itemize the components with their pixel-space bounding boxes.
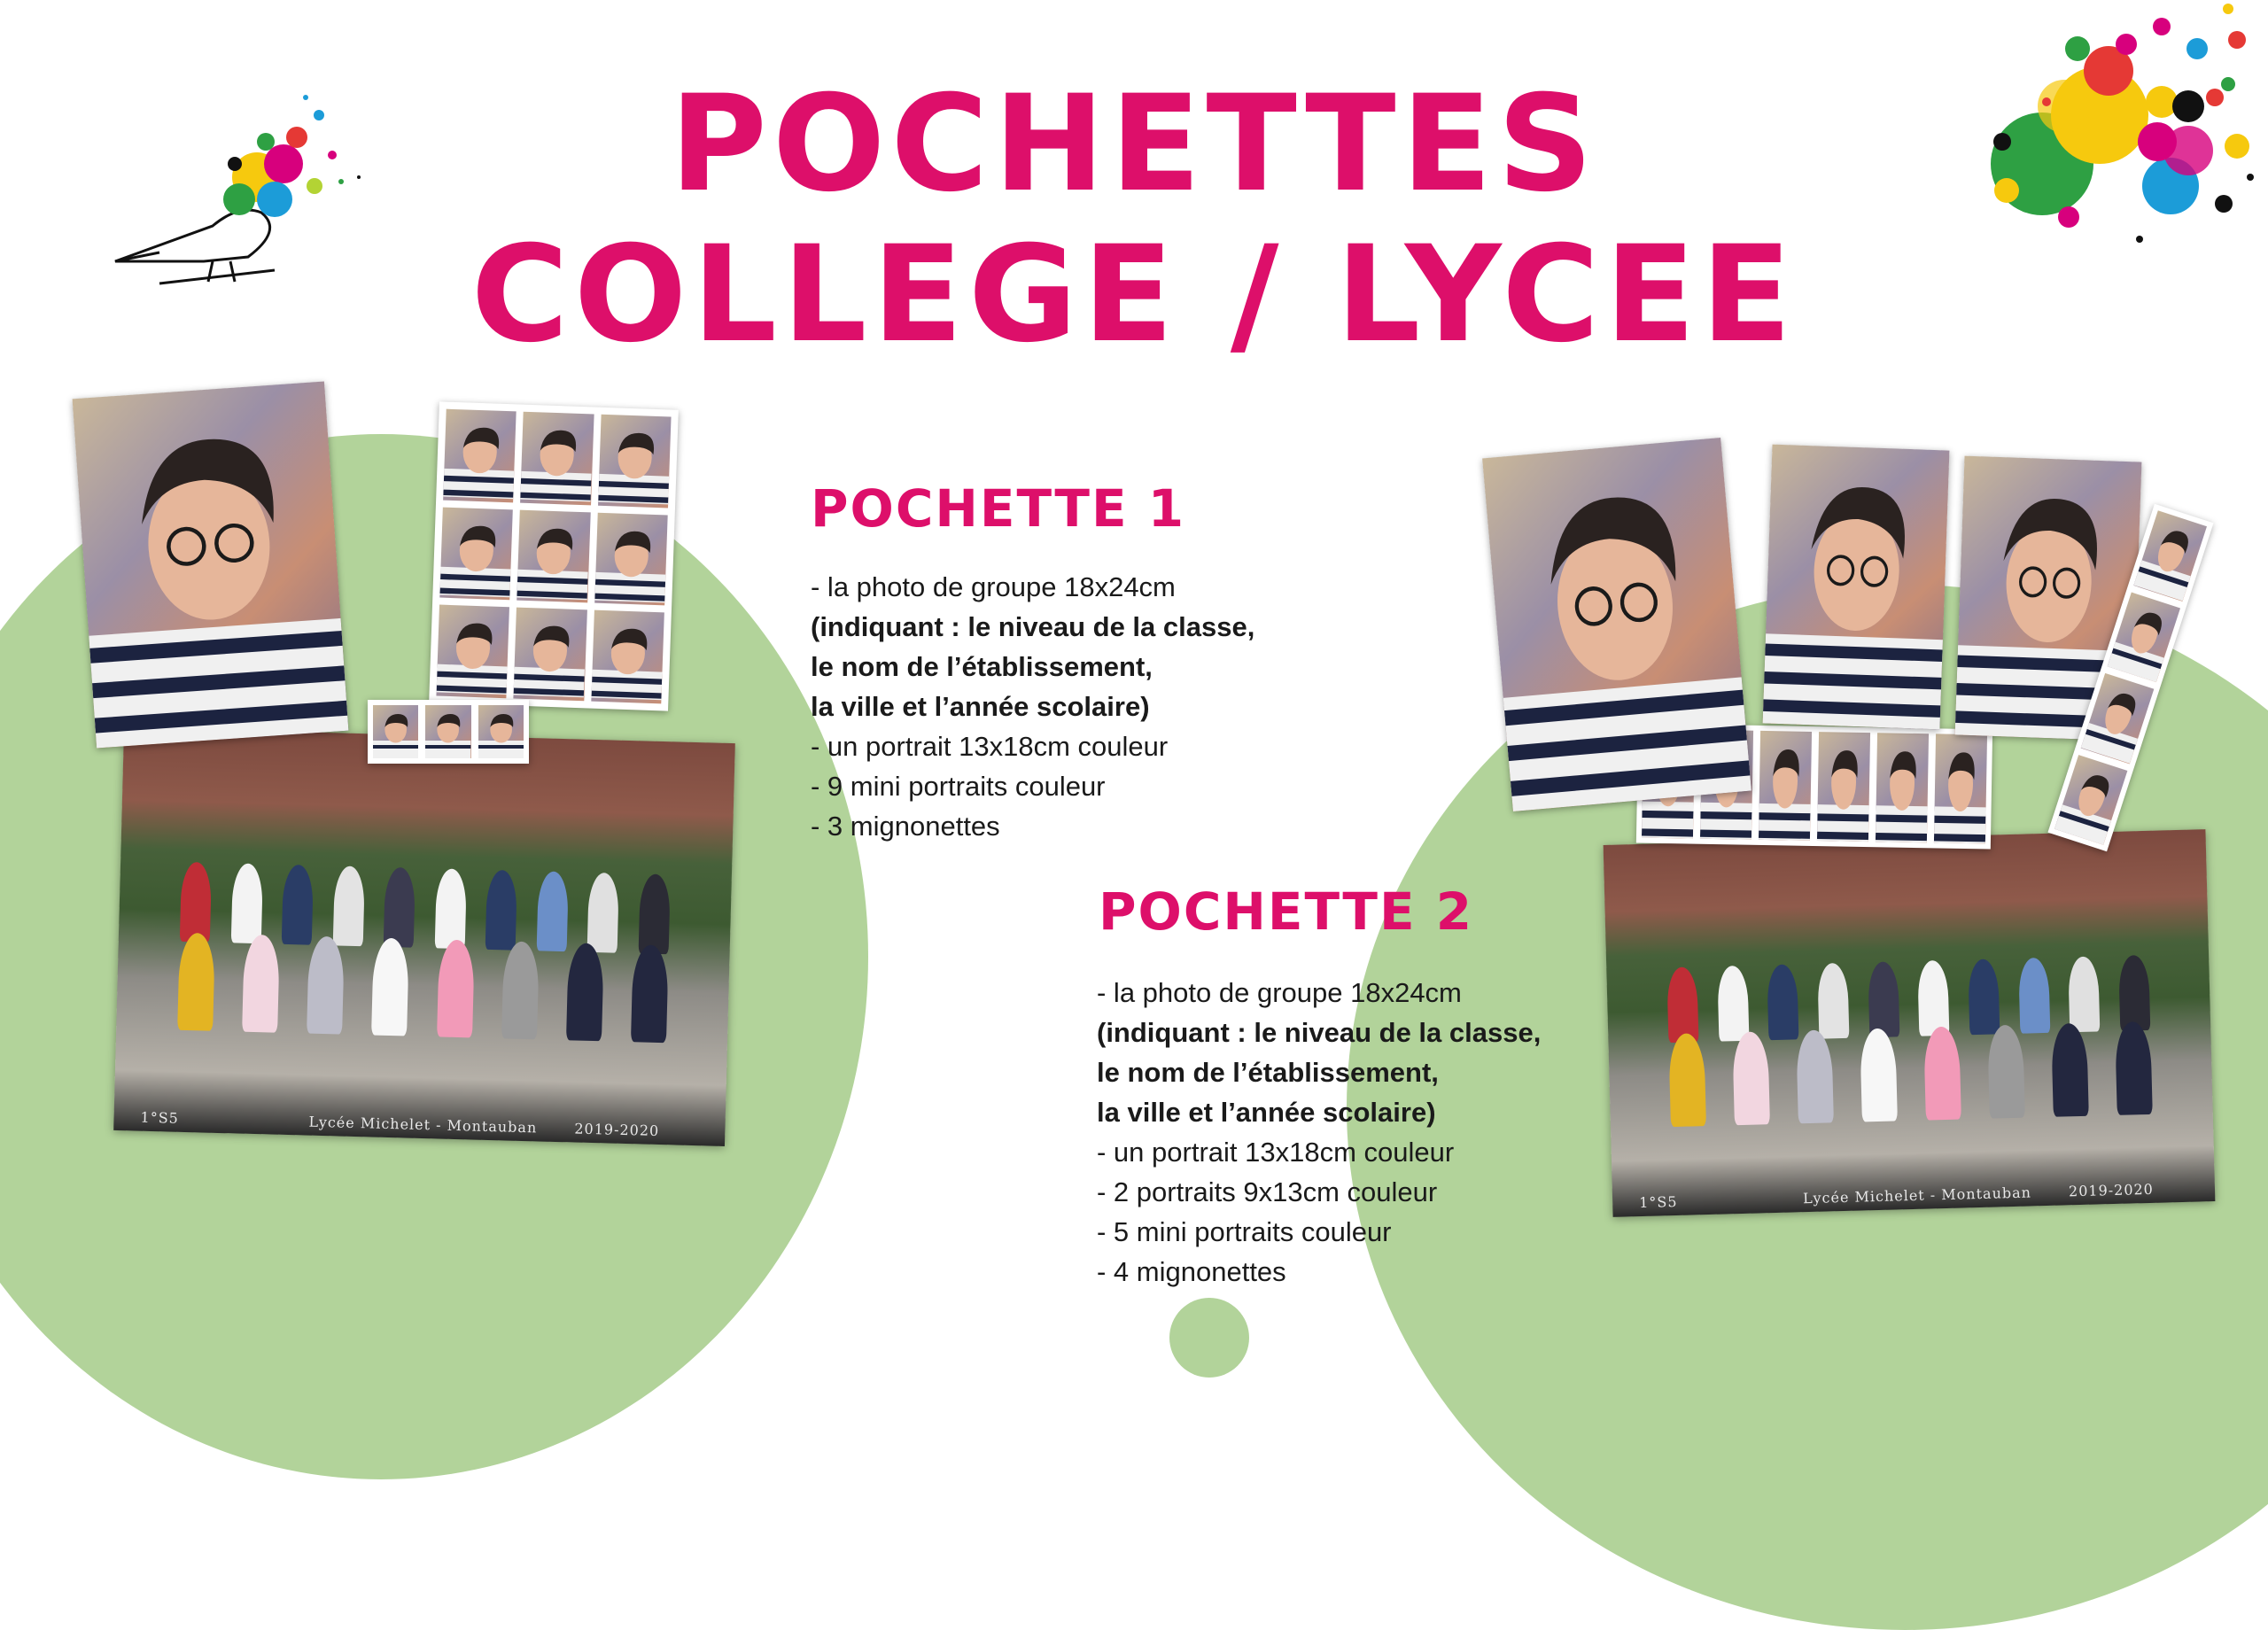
group-caption-year: 2019-2020 [574, 1120, 660, 1140]
pochette2-line-8: - 4 mignonettes [1097, 1256, 1286, 1287]
pochette1-line-1: - la photo de groupe 18x24cm [811, 571, 1176, 602]
pochette2-line-5: - un portrait 13x18cm couleur [1097, 1137, 1455, 1168]
mignonettes-strip-left [368, 700, 529, 764]
pochette2-line-3: le nom de l’établissement, [1097, 1057, 1439, 1088]
mini-portraits-sheet-left [429, 401, 679, 710]
pochette1-heading: POCHETTE 1 [811, 478, 1186, 539]
pochette1-line-7: - 3 mignonettes [811, 811, 1000, 842]
portrait-9x13-right-1 [1763, 445, 1950, 730]
pochette2-line-7: - 5 mini portraits couleur [1097, 1216, 1392, 1247]
pochette2-line-4: la ville et l’année scolaire) [1097, 1097, 1436, 1128]
pochette1-line-4: la ville et l’année scolaire) [811, 691, 1150, 722]
page-title-line1: POCHETTES [669, 67, 1599, 221]
portrait-13x18-left [73, 382, 349, 749]
pochette2-heading: POCHETTE 2 [1099, 881, 1474, 942]
portrait-13x18-right [1482, 438, 1751, 811]
green-blob-bottom [1169, 1298, 1249, 1378]
group-caption-school-right: Lycée Michelet - Montauban [1802, 1184, 2032, 1207]
pochette1-list [811, 567, 1254, 846]
pochette2-line-2: (indiquant : le niveau de la classe, [1097, 1017, 1542, 1048]
group-caption-class-right: 1°S5 [1638, 1192, 1678, 1212]
pochette1-line-2: (indiquant : le niveau de la classe, [811, 611, 1255, 642]
group-photo-right [1604, 829, 2216, 1217]
pochette2-line-6: - 2 portraits 9x13cm couleur [1097, 1176, 1438, 1207]
group-photo-left [113, 727, 735, 1146]
pochette1-line-5: - un portrait 13x18cm couleur [811, 731, 1169, 762]
pochette1-line-6: - 9 mini portraits couleur [811, 771, 1106, 802]
group-caption-class: 1°S5 [140, 1108, 180, 1127]
group-caption-school: Lycée Michelet - Montauban [308, 1113, 538, 1137]
pochette2-line-1: - la photo de groupe 18x24cm [1097, 977, 1462, 1008]
group-caption-year-right: 2019-2020 [2068, 1180, 2155, 1200]
pochette2-list [1097, 973, 1541, 1292]
pochette1-line-3: le nom de l’établissement, [811, 651, 1153, 682]
page-title-line2: COLLEGE / LYCEE [470, 218, 1798, 372]
